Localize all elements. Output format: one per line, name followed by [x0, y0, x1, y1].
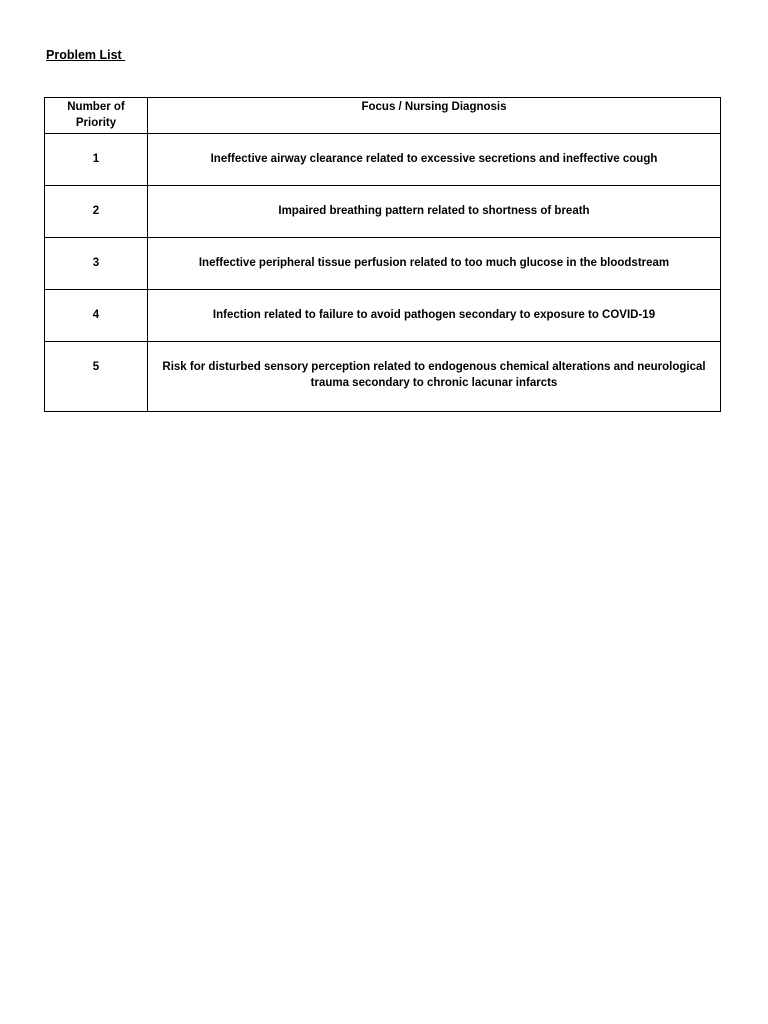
table-header-row [45, 98, 721, 134]
table-row [45, 238, 721, 290]
table-row [45, 134, 721, 186]
diagnosis-cell: Ineffective airway clearance related to excessive secretions and ineffective cough [148, 134, 721, 186]
diagnosis-cell: Infection related to failure to avoid pathogen secondary to exposure to COVID-19 [148, 290, 721, 342]
priority-cell: 4 [45, 290, 148, 342]
diagnosis-cell: Impaired breathing pattern related to shortness of breath [148, 186, 721, 238]
table-row [45, 186, 721, 238]
problem-list-table [44, 97, 721, 412]
priority-cell: 2 [45, 186, 148, 238]
priority-cell: 5 [45, 342, 148, 412]
priority-column-header: Number of Priority [45, 98, 148, 134]
priority-cell: 1 [45, 134, 148, 186]
table-row [45, 342, 721, 412]
diagnosis-cell: Risk for disturbed sensory perception related to endogenous chemical alterations and neurological trauma secondary to chronic lacunar infarcts [148, 342, 721, 412]
diagnosis-cell: Ineffective peripheral tissue perfusion related to too much glucose in the bloodstream [148, 238, 721, 290]
table-row [45, 290, 721, 342]
diagnosis-column-header: Focus / Nursing Diagnosis [148, 98, 721, 134]
priority-cell: 3 [45, 238, 148, 290]
page-title: Problem List [46, 48, 126, 62]
